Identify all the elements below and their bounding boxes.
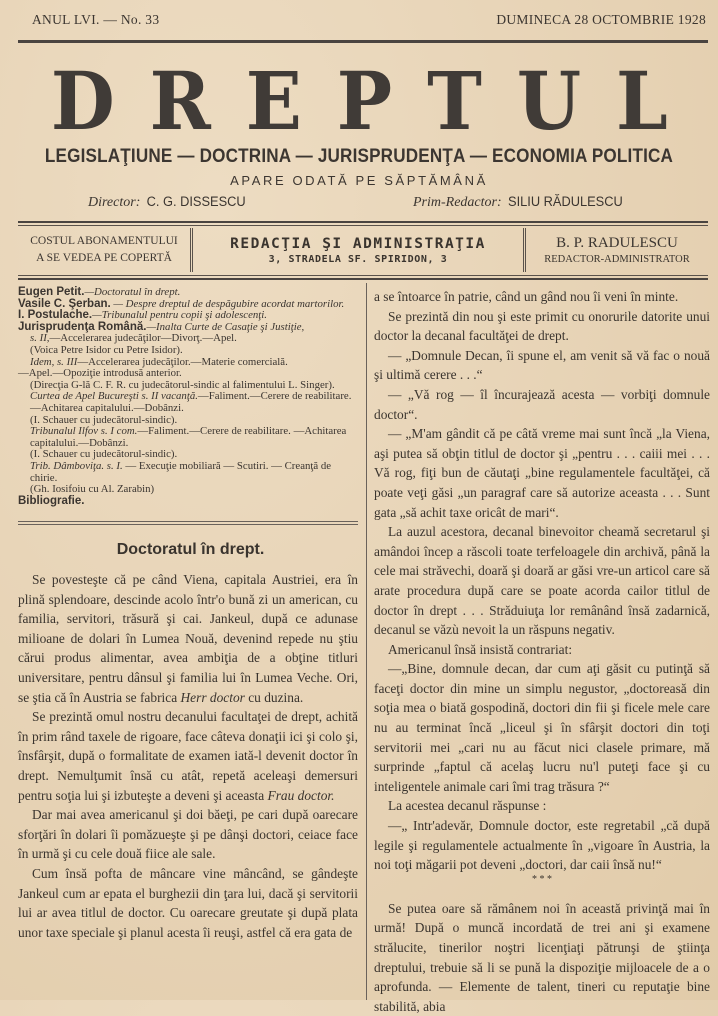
toc-subject: — Execuţie mobiliară — Scutiri. — Creanţă de chirie. bbox=[30, 459, 332, 484]
article-paragraph: Dar mai avea americanul şi doi băeţi, pe cari după oarecare sforţări în dolari îi pomăzueşte şi pe dânşi doctori, ceiace face în urmă şi cu cele două fiice ale sale. bbox=[18, 807, 358, 862]
toc-subject: —Apel.—Opoziţie introdusă anterior. bbox=[18, 367, 182, 380]
article-paragraph: —„ Intr'adevăr, Domnule doctor, este regretabil „că după legile şi regulamentele actualmente în „vigoare în Austria, la noi toţi măgarii pot deveni „doctori, dar caii însă nu!“ bbox=[374, 818, 710, 873]
paragraph-text: Se povesteşte că pe când Viena, capitala Austriei, era în plină splendoare, descinde acolo într'o bună zi un american, cu familia, servitori, trăsură şi cai. Jankeul, după ce adunase milioane de dolari în Lumea Nouă, devenind repede nu ştiu cărui produs alimentar, avea ambiţia de a obţine titluri universitare, pentru dânsul şi familia lui în Lumea Veche. Ori, se ştia că în Austria se fabrica bbox=[18, 572, 358, 705]
issue-number: ANUL LVI. — No. 33 bbox=[32, 12, 160, 27]
article-paragraph: Se prezintă din nou şi este primit cu onorurile datorite unui doctor la decanal facultăţei de drept. bbox=[374, 308, 710, 344]
director-label: Director: bbox=[88, 195, 141, 210]
toc-sub-item bbox=[18, 426, 354, 449]
editor-name: SILIU RĂDULESCU bbox=[508, 194, 623, 209]
infobar-top-thin-rule bbox=[18, 225, 708, 226]
article-right-column bbox=[374, 287, 710, 1016]
toc-sub-item bbox=[18, 484, 354, 496]
article-paragraph: — „Domnule Decan, îi spune el, am venit să vă fac o nouă şi ultimă cerere . . .“ bbox=[374, 347, 710, 383]
paragraph-text: Se prezintă omul nostru decanului facultaţei de drept, achită în prim rând taxele de rigoare, face câteva donaţii ici şi colo şi, însfârşit, după o formalitate de examen iată-l devenit doctor în drept. Nemulţumit însă cu atât, repetă aceleaşi demersuri pentru soţia lui şi izbuteşte a deveni şi aceasta bbox=[18, 709, 358, 803]
office-title: REDACŢIA ŞI ADMINISTRAŢIA bbox=[230, 235, 486, 252]
subscription-line-2: A SE VEDEA PE COPERTĂ bbox=[36, 252, 172, 264]
toc-bibliography[interactable]: Bibliografie. bbox=[18, 494, 85, 507]
toc-author: Vasile C. Şerban. bbox=[18, 297, 111, 310]
editor bbox=[413, 194, 626, 211]
toc-subject: (Voica Petre Isidor cu Petre Isidor). bbox=[30, 343, 183, 356]
office-address: 3, STRADELA SF. SPIRIDON, 3 bbox=[268, 253, 448, 265]
article-paragraph: Cum însă pofta de mâncare vine mâncând, se gândeşte Jankeul cum ar epata el burghezii din ţara lui, dacă şi servitorii lui ar avea titlul de doctor. Cu oarecare greutate şi după plata unor taxe speciale şi planul acesta îi reuşi, astfel că era gata de bbox=[18, 865, 358, 940]
toc-sub-item bbox=[18, 461, 354, 484]
article-paragraph: —„Bine, domnule decan, dar cum aţi găsit cu putinţă să faceţi doctor din mine un simplu negustor, „doctoreasă din soţia mea o biată gospodină, doctori din fii şi ficele mele care nu au terminat încă „liceul şi în sfârşit doctori din toţi servitorii mei „cari nu au făcut nici clasele primare, mă surprinde „faptul că acelaş lucru nu'l puteţi face şi cu inteligentele animale cari îmi trag trăsura ?“ bbox=[374, 661, 710, 794]
toc-court: Trib. Dâmboviţa. s. I. bbox=[30, 459, 123, 472]
infobar-top-rule bbox=[18, 221, 708, 223]
toc-title: —Inalta Curte de Casaţie şi Justiţie, bbox=[146, 320, 305, 333]
toc-title: — Despre dreptul de despăgubire acordat martorilor. bbox=[110, 297, 345, 310]
article-paragraph: Americanul însă insistă contrariat: bbox=[388, 641, 573, 657]
toc-subject: —Accelerarea judecăţilor—Divorţ.—Apel. bbox=[49, 332, 237, 345]
masthead bbox=[0, 55, 718, 147]
toc-separator-rule bbox=[18, 521, 358, 525]
toc-subject: —Accelerarea judecăţilor.—Materie comercială. bbox=[77, 355, 288, 368]
article-paragraph: — „M'am gândit că pe câtă vreme mai sunt încă „la Viena, aşi putea să obţin titlul de doctor şi „pentru . . . caiii mei . . . Vă rog, fiţi bun de căutaţi „bine regulamentele facultăţei, că poate veţi găsi „un paragraf care să autorize aceasta . . . Sunt gata „să achit taxe oricât de mari“. bbox=[374, 426, 710, 520]
masthead-title: DREPTUL bbox=[50, 54, 703, 148]
toc-subject: —Faliment.—Cerere de reabilitare. —Achitarea capitalului.—Dobânzi. bbox=[30, 425, 347, 449]
infobar-bottom-rule bbox=[18, 278, 708, 280]
article-paragraph: La acestea decanul răspunse : bbox=[388, 798, 547, 814]
article-paragraph bbox=[18, 707, 358, 805]
subtitle: LEGISLAŢIUNE — DOCTRINA — JURISPRUDENŢA — ECONOMIA POLITICA bbox=[44, 146, 674, 167]
asterism-separator: * * * bbox=[532, 873, 552, 885]
administrator-name: B. P. RADULESCU bbox=[556, 235, 678, 251]
toc-court: Curtea de Apel Bucureşti s. II vacanţă. bbox=[30, 390, 198, 403]
table-of-contents bbox=[18, 287, 354, 507]
toc-title: —Tribunalul pentru copii şi adolescenţi. bbox=[92, 309, 267, 322]
toc-court: Tribunalul Ilfov s. I com. bbox=[30, 425, 138, 438]
subscription-info bbox=[18, 228, 190, 272]
subscription-line-1: COSTUL ABONAMENTULUI bbox=[30, 235, 178, 247]
article-paragraph: La auzul acestora, decanal binevoitor cheamă secretarul şi amândoi încep a răscoli toate terfeloagele din archivă, până la cele mai străvechi, doară şi doară ar găsi vre-un articol care să arate procedura după care se poate acorda cailor titlul de doctor în drept . . . Străduiuţa lor remânând însă zadarnică, decanul se văzù nevoit la un răspuns negativ. bbox=[374, 524, 710, 638]
article-left-column bbox=[18, 570, 358, 942]
toc-title: —Doctoratul în drept. bbox=[84, 286, 181, 298]
publication-frequency: APARE ODATĂ PE SĂPTĂMÂNĂ bbox=[230, 173, 488, 188]
issue-date: DUMINECA 28 OCTOMBRIE 1928 bbox=[496, 12, 706, 27]
director bbox=[88, 194, 248, 211]
toc-court: s. II, bbox=[30, 332, 50, 345]
article-title: Doctoratul în drept. bbox=[116, 541, 265, 558]
office-info bbox=[190, 228, 526, 272]
toc-subject: (I. Schauer cu judecătorul-sindic). bbox=[30, 448, 178, 461]
toc-subject: (Gh. Iosifoiu cu Al. Zarabin) bbox=[30, 483, 155, 496]
article-paragraph: — „Vă rog — îl încurajează acesta — vorbiţi domnule doctor“. bbox=[374, 386, 710, 422]
article-paragraph bbox=[18, 570, 358, 707]
toc-author: Eugen Petit. bbox=[18, 286, 85, 298]
header-rule bbox=[18, 40, 708, 43]
administrator-title: REDACTOR-ADMINISTRATOR bbox=[544, 254, 690, 265]
article-paragraph: a se întoarce în patrie, când un gând nou îi veni în minte. bbox=[374, 289, 679, 304]
paragraph-text: cu duzina. bbox=[244, 689, 304, 705]
italic-term: Herr doctor bbox=[180, 689, 245, 705]
infobar-bottom-thin-rule bbox=[18, 275, 708, 276]
toc-subject: (I. Schauer cu judecătorul-sindic). bbox=[30, 413, 178, 426]
toc-author: Jurisprudenţa Română. bbox=[18, 320, 147, 333]
column-divider bbox=[366, 283, 367, 1000]
article-paragraph: Se putea oare să rămânem noi în această privinţă mai în urmă! După o muncă incordată de trei ani şi examene strălucite, tinerilor noştri licenţiaţi pătrunşi de ştiinţa dreptului, trebuie să li se pună la dispoziţie mijloacele de a o aprofunda. — Elemente de talent, tineri cu reputaţie bine stabilită, abia bbox=[374, 900, 710, 1014]
issue-header bbox=[32, 12, 706, 28]
toc-subject: —Faliment.—Cerere de reabilitare.—Achitarea capitalului.—Dobânzi. bbox=[30, 390, 352, 414]
administrator-info bbox=[526, 228, 708, 272]
info-bar bbox=[18, 228, 708, 272]
italic-term: Frau doctor. bbox=[267, 787, 335, 803]
toc-court: Idem, s. III bbox=[30, 355, 78, 368]
toc-author: I. Postulache. bbox=[18, 309, 93, 322]
editor-label: Prim-Redactor: bbox=[413, 195, 502, 210]
toc-subject: (Direcţia G-lă C. F. R. cu judecătorul-sindic al falimentului L. Singer). bbox=[30, 378, 335, 391]
toc-sub-item bbox=[18, 391, 354, 414]
director-name: C. G. DISSESCU bbox=[146, 194, 246, 209]
